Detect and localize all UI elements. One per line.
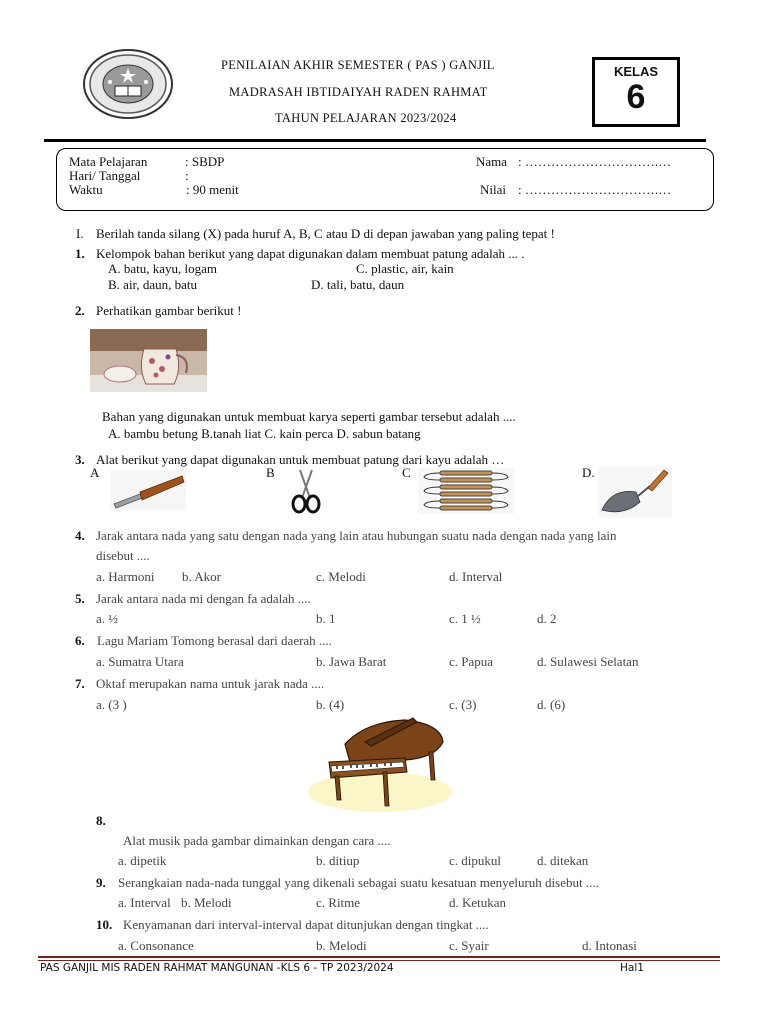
class-label: KELAS [613,64,659,79]
exam-title: PENILAIAN AKHIR SEMESTER ( PAS ) GANJIL [221,58,495,72]
q10-option-d[interactable]: d. Intonasi [582,938,637,953]
q2-text: Perhatikan gambar berikut ! [96,303,242,318]
class-number: 6 [626,78,646,116]
teapot-photo [90,329,207,396]
q3-label-c: C [402,465,411,480]
q4-number: 4. [75,528,85,543]
q3-number: 3. [75,452,85,467]
score-label: Nilai [480,182,506,197]
name-label: Nama [476,154,508,169]
q3-label-d: D. [582,465,595,480]
q4-text: Jarak antara nada yang satu dengan nada yang lain atau hubungan suatu nada dengan nada yang lain [96,528,617,543]
q10-option-b[interactable]: b. Melodi [316,938,367,953]
time-value: : 90 menit [186,182,239,197]
class-box [592,57,680,127]
q4-option-b[interactable]: b. Akor [182,569,221,584]
q2-options[interactable]: A. bambu betung B.tanah liat C. kain perca D. sabun batang [108,426,421,441]
instruction-number: I. [76,226,84,241]
q6-option-c[interactable]: c. Papua [449,654,494,669]
q4-text-cont: disebut .... [96,548,150,563]
q7-text: Oktaf merupakan nama untuk jarak nada .... [96,676,325,691]
q5-text: Jarak antara nada mi dengan fa adalah .... [96,591,311,606]
q8-number: 8. [96,813,106,828]
q5-number: 5. [75,591,85,606]
q1-option-b[interactable]: B. air, daun, batu [108,277,198,292]
q9-option-a[interactable]: a. Interval [118,895,171,910]
subject-label: Mata Pelajaran [69,154,148,169]
time-label: Waktu [69,182,103,197]
q7-number: 7. [75,676,85,691]
q8-option-b[interactable]: b. ditiup [316,853,360,868]
q9-option-d[interactable]: d. Ketukan [449,895,507,910]
q8-option-d[interactable]: d. ditekan [537,853,589,868]
q6-number: 6. [75,633,85,648]
q5-option-a[interactable]: a. ½ [96,611,119,626]
academic-year: TAHUN PELAJARAN 2023/2024 [275,111,457,125]
q3-label-a: A [90,465,100,480]
q2-number: 2. [75,303,85,318]
trowel-icon[interactable] [598,466,672,522]
footer-divider-thin [38,960,720,961]
carving-tools-icon[interactable] [418,468,514,518]
q10-option-c[interactable]: c. Syair [449,938,489,953]
q6-option-b[interactable]: b. Jawa Barat [316,654,387,669]
q8-option-c[interactable]: c. dipukul [449,853,501,868]
subject-value: : SBDP [185,154,225,169]
q8-text: Alat musik pada gambar dimainkan dengan cara .... [123,833,391,848]
q3-text: Alat berikut yang dapat digunakan untuk membuat patung dari kayu adalah … [96,452,505,467]
q7-option-a[interactable]: a. (3 ) [96,697,127,712]
name-field[interactable]: : ………………………….… [518,154,672,169]
q7-option-d[interactable]: d. (6) [537,697,566,712]
q4-option-a[interactable]: a. Harmoni [96,569,155,584]
scissors-icon[interactable] [290,468,322,518]
q1-number: 1. [75,246,85,261]
q10-text: Kenyamanan dari interval-interval dapat ditunjukan dengan tingkat .... [123,917,489,932]
day-value: : [185,168,189,183]
q7-option-b[interactable]: b. (4) [316,697,345,712]
q4-option-d[interactable]: d. Interval [449,569,503,584]
q6-text: Lagu Mariam Tomong berasal dari daerah .... [97,633,332,648]
q1-text: Kelompok bahan berikut yang dapat digunakan dalam membuat patung adalah ... . [96,246,525,261]
score-field[interactable]: : ………………………….… [518,182,672,197]
q4-option-c[interactable]: c. Melodi [316,569,366,584]
q8-option-a[interactable]: a. dipetik [118,853,167,868]
q2-question: Bahan yang digunakan untuk membuat karya seperti gambar tersebut adalah .... [102,409,516,424]
school-name: MADRASAH IBTIDAIYAH RADEN RAHMAT [229,85,488,99]
q10-number: 10. [96,917,113,932]
q5-option-b[interactable]: b. 1 [316,611,336,626]
instruction-text: Berilah tanda silang (X) pada huruf A, B, C atau D di depan jawaban yang paling tepat ! [96,226,555,241]
q1-option-a[interactable]: A. batu, kayu, logam [108,261,218,276]
q9-number: 9. [96,875,106,890]
q9-option-c[interactable]: c. Ritme [316,895,361,910]
q5-option-d[interactable]: d. 2 [537,611,557,626]
q7-option-c[interactable]: c. (3) [449,697,477,712]
q3-label-b: B [266,465,275,480]
day-label: Hari/ Tanggal [69,168,141,183]
piano-illustration [305,714,455,818]
q1-option-d[interactable]: D. tali, batu, daun [311,277,405,292]
page-number: Hal1 [620,962,644,974]
chisel-icon[interactable] [110,470,186,514]
q6-option-d[interactable]: d. Sulawesi Selatan [537,654,639,669]
q9-option-b[interactable]: b. Melodi [181,895,232,910]
footer-text: PAS GANJIL MIS RADEN RAHMAT MANGUNAN -KLS 6 - TP 2023/2024 [40,962,394,974]
q5-option-c[interactable]: c. 1 ½ [449,611,481,626]
footer-divider [38,956,720,958]
header-divider [44,139,706,142]
q6-option-a[interactable]: a. Sumatra Utara [96,654,184,669]
q10-option-a[interactable]: a. Consonance [118,938,194,953]
school-logo [82,48,174,124]
q1-option-c[interactable]: C. plastic, air, kain [356,261,454,276]
q9-text: Serangkaian nada-nada tunggal yang dikenali sebagai suatu kesatuan menyeluruh disebut .... [118,875,599,890]
